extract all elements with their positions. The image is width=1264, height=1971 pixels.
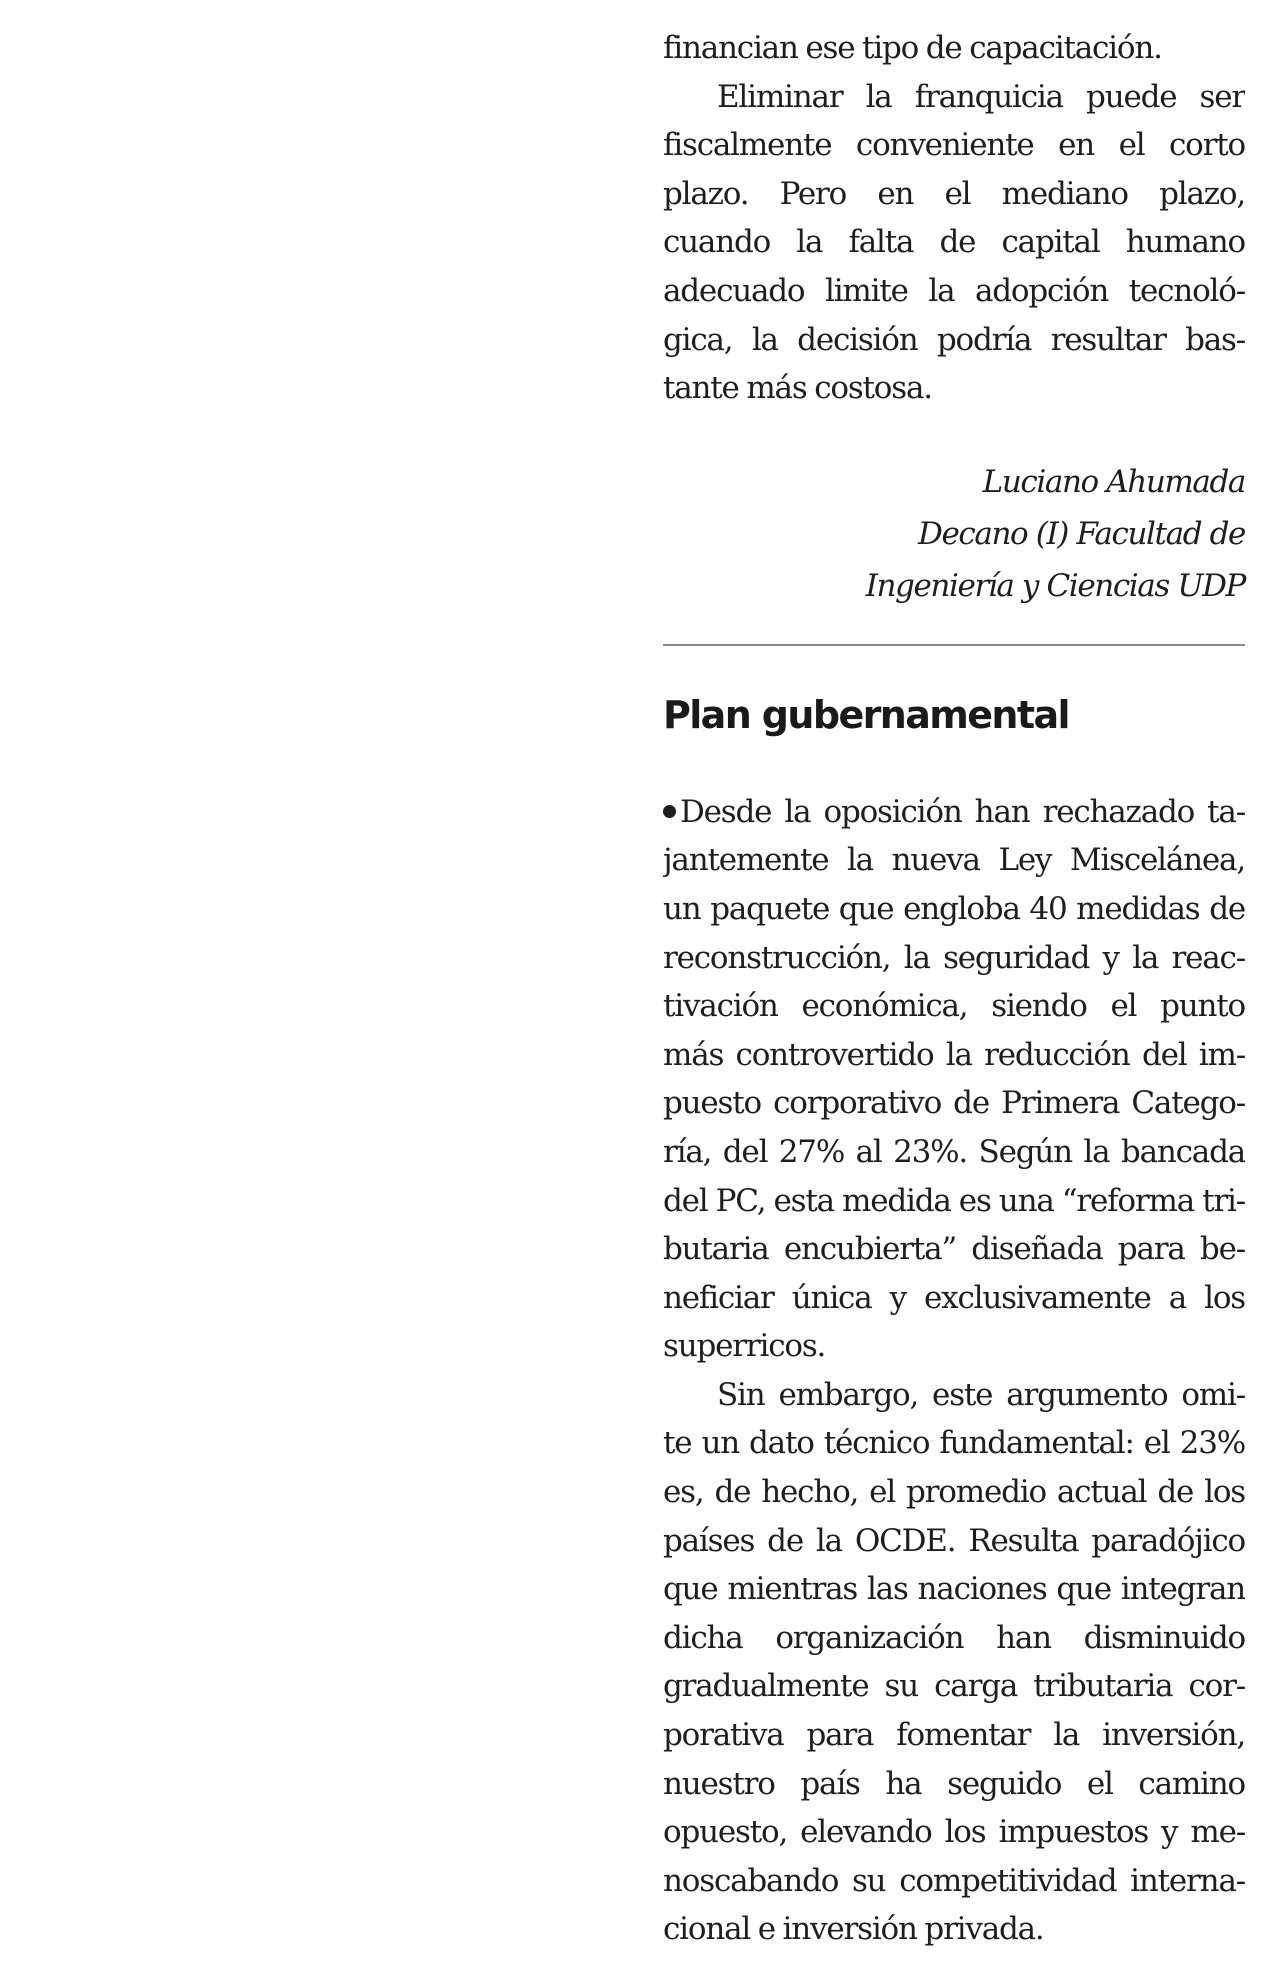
article-column bbox=[663, 24, 1245, 1954]
text-line: es, de hecho, el promedio actual de los bbox=[663, 1474, 1245, 1511]
text-line: noscabando su competitividad interna- bbox=[663, 1862, 1245, 1899]
text-line: más controvertido la reducción del im- bbox=[663, 1036, 1245, 1073]
text-line: plazo. Pero en el mediano plazo, bbox=[663, 175, 1245, 212]
paragraph-continued bbox=[663, 24, 1245, 73]
section-divider bbox=[663, 644, 1245, 646]
text-line bbox=[663, 788, 1245, 837]
author-name: Luciano Ahumada bbox=[982, 463, 1245, 500]
text-line: butaria encubierta” diseñada para be- bbox=[663, 1231, 1245, 1268]
text-line: ría, del 27% al 23%. Según la bancada bbox=[663, 1133, 1245, 1170]
text-line: gica, la decisión podría resultar bas- bbox=[663, 321, 1245, 358]
author-institution: Ingeniería y Ciencias UDP bbox=[865, 567, 1245, 604]
text-line: países de la OCDE. Resulta paradójico bbox=[663, 1522, 1245, 1559]
section-heading: Plan gubernamental bbox=[663, 692, 1069, 737]
paragraph-sin-embargo bbox=[663, 1371, 1245, 1954]
text-line: que mientras las naciones que integran bbox=[663, 1571, 1245, 1608]
text-line: nuestro país ha seguido el camino bbox=[663, 1765, 1245, 1802]
bullet-icon bbox=[663, 805, 676, 818]
text-line: puesto corporativo de Primera Catego- bbox=[663, 1085, 1245, 1122]
author-signature bbox=[663, 456, 1245, 612]
text-line-content: Desde la oposición han rechazado ta- bbox=[680, 793, 1245, 830]
text-line: fiscalmente conveniente en el corto bbox=[663, 127, 1245, 164]
text-line: dicha organización han disminuido bbox=[663, 1619, 1245, 1656]
text-line: cional e inversión privada. bbox=[663, 1911, 1044, 1948]
author-role: Decano (I) Facultad de bbox=[918, 515, 1245, 552]
text-line: neficiar única y exclusivamente a los bbox=[663, 1279, 1245, 1316]
paragraph-oposicion bbox=[663, 788, 1245, 1371]
text-line: cuando la falta de capital humano bbox=[663, 224, 1245, 261]
paragraph-franquicia bbox=[663, 73, 1245, 413]
text-line: opuesto, elevando los impuestos y me- bbox=[663, 1814, 1245, 1851]
text-line: gradualmente su carga tributaria cor- bbox=[663, 1668, 1245, 1705]
text-line: porativa para fomentar la inversión, bbox=[663, 1717, 1245, 1754]
text-line: Eliminar la franquicia puede ser bbox=[717, 78, 1245, 115]
text-line: tivación económica, siendo el punto bbox=[663, 988, 1245, 1025]
text-line: reconstrucción, la seguridad y la reac- bbox=[663, 939, 1245, 976]
text-line: jantemente la nueva Ley Miscelánea, bbox=[663, 842, 1245, 879]
text-line: adecuado limite la adopción tecnoló- bbox=[663, 272, 1245, 309]
text-line: superricos. bbox=[663, 1328, 826, 1365]
text-line: financian ese tipo de capacitación. bbox=[663, 30, 1162, 66]
text-line: Sin embargo, este argumento omi- bbox=[717, 1376, 1245, 1413]
text-line: te un dato técnico fundamental: el 23% bbox=[663, 1425, 1245, 1462]
text-line: un paquete que engloba 40 medidas de bbox=[663, 890, 1245, 927]
text-line: tante más costosa. bbox=[663, 370, 932, 407]
text-line: del PC, esta medida es una “reforma tri- bbox=[663, 1182, 1245, 1219]
